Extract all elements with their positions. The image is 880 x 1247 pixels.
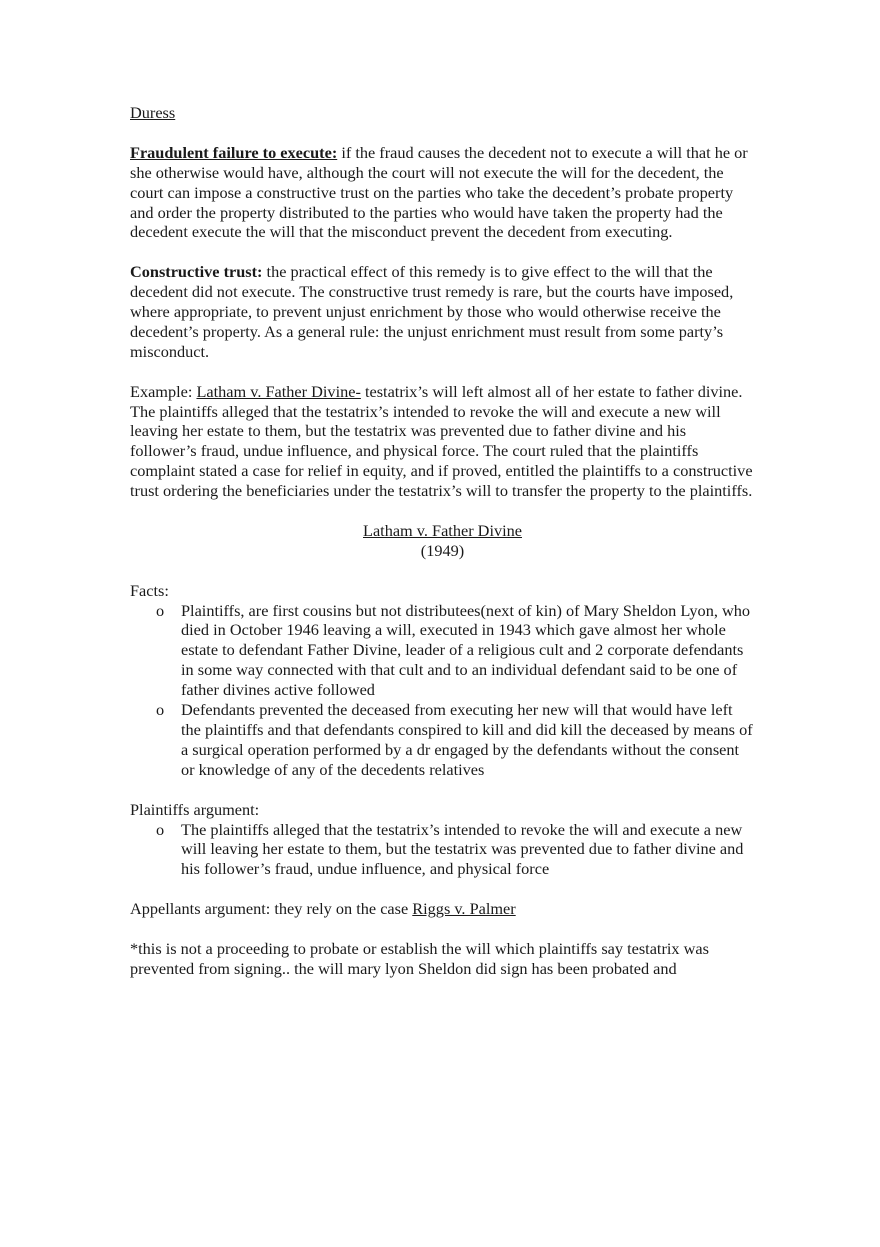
appellants-case-name: Riggs v. Palmer	[412, 899, 516, 919]
case-year-line	[130, 541, 755, 561]
heading-duress: Duress	[130, 103, 176, 122]
fraudulent-failure-term: Fraudulent failure to execute:	[130, 142, 338, 162]
case-title	[130, 521, 755, 541]
example-case-name: Latham v. Father Divine-	[196, 381, 361, 401]
fact-text: Defendants prevented the deceased from executing her new will that would have left the plaintiffs and that defendants conspired to kill and did kill the deceased by means of a surgical operation performed by a dr engaged by the defendants without the consent or knowledge of any of the decedents relatives	[181, 700, 753, 779]
bullet-icon: o	[156, 700, 165, 720]
fraudulent-failure-text: if the fraud causes the decedent not to execute a will that he or she otherwise would have, although the court will not execute the will for the decedent, the court can impose a constructive trust on the parties who take the decedent’s probate property and order the property distributed to the parties who would have taken the property had the decedent execute the will that the misconduct prevent the decedent from executing.	[130, 142, 748, 242]
case-title-name: Latham v. Father Divine	[363, 520, 522, 540]
fact-text: Plaintiffs, are first cousins but not distributees(next of kin) of Mary Sheldon Lyon, who died in October 1946 leaving a will, executed in 1943 which gave almost her whole estate to defendant Father Divine, leader of a religious cult and 2 corporate defendants in some way connected with that cult and to an individual defendant said to be one of father divines active followed	[181, 600, 751, 700]
section-heading	[130, 103, 755, 123]
bullet-icon: o	[156, 600, 165, 620]
example-prefix: Example:	[130, 381, 197, 401]
constructive-trust-term: Constructive trust:	[130, 262, 263, 282]
facts-label: Facts:	[130, 580, 169, 600]
note-paragraph: *this is not a proceeding to probate or establish the will which plaintiffs say testatrix was prevented from signing.. the will mary lyon Sheldon did sign has been probated and	[130, 938, 709, 978]
document-page	[130, 103, 755, 979]
plaintiffs-argument-label: Plaintiffs argument:	[130, 799, 260, 819]
list-item	[130, 700, 755, 780]
facts-list	[130, 601, 755, 780]
bullet-icon: o	[156, 819, 165, 839]
plaintiffs-argument-list	[130, 820, 755, 880]
list-item	[130, 820, 755, 880]
appellants-argument	[130, 899, 755, 919]
fraudulent-failure-paragraph	[130, 143, 755, 243]
list-item	[130, 601, 755, 701]
constructive-trust-text: the practical effect of this remedy is to give effect to the will that the decedent did not execute. The constructive trust remedy is rare, but the courts have imposed, where appropriate, to prevent unjust enrichment by those who would otherwise receive the decedent’s property. As a general rule: the unjust enrichment must result from some party’s misconduct.	[130, 262, 734, 361]
constructive-trust-paragraph	[130, 262, 755, 362]
example-paragraph	[130, 382, 755, 501]
example-text: testatrix’s will left almost all of her estate to father divine. The plaintiffs alleged that the testatrix’s intended to revoke the will and execute a new will leaving her estate to them, but the testatrix was prevented due to father divine and his follower’s fraud, undue influence, and physical force. The court ruled that the plaintiffs complaint stated a case for relief in equity, and if proved, entitled the plaintiffs to a constructive trust ordering the beneficiaries under the testatrix’s will to transfer the property to the plaintiffs.	[130, 381, 753, 501]
appellants-text: Appellants argument: they rely on the case	[130, 899, 413, 919]
case-year: (1949)	[420, 540, 465, 560]
plaintiffs-argument-text: The plaintiffs alleged that the testatrix’s intended to revoke the will and execute a new will leaving her estate to them, but the testatrix was prevented due to father divine and his follower’s fraud, undue influence, and physical force	[181, 819, 744, 879]
